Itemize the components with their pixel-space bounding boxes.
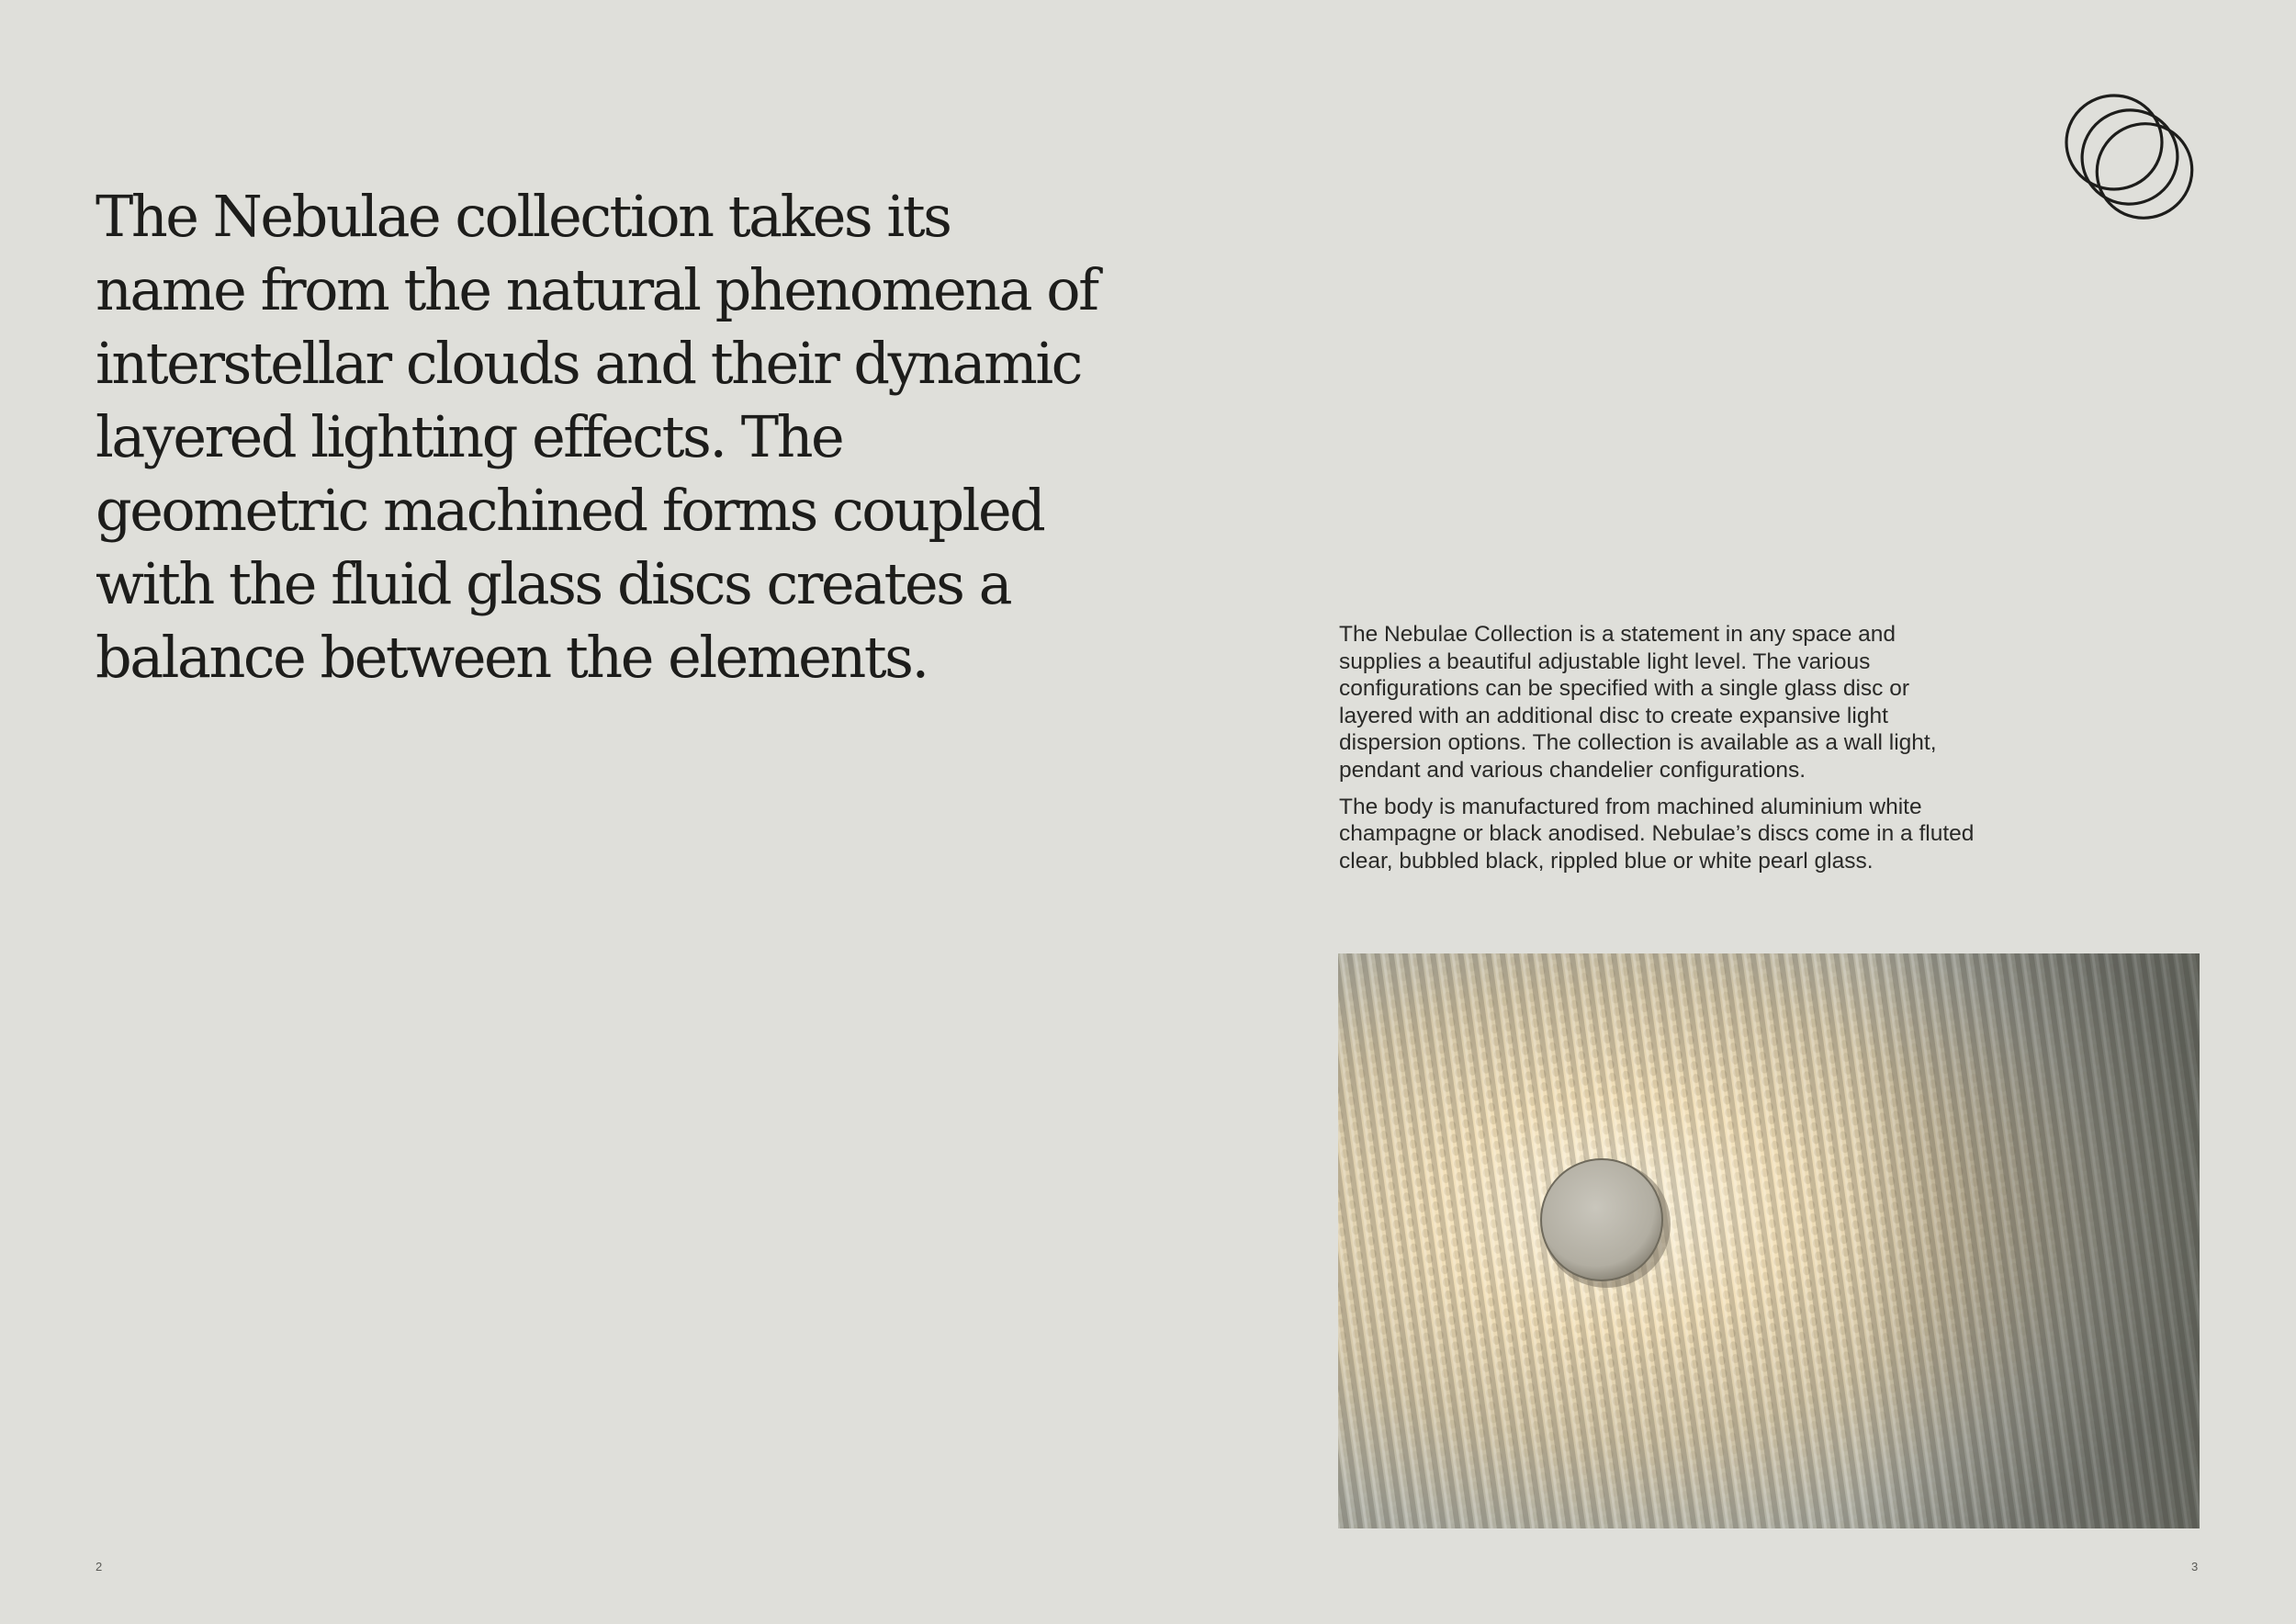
intro-statement: The Nebulae collection takes its name from the natural phenomena of interstellar clouds and their dynamic layered lighting effects. The geometric machined forms coupled with the fluid glass discs creates a balance between the elements. xyxy=(96,183,1097,691)
product-photo xyxy=(1338,953,2200,1528)
description-paragraph: The body is manufactured from machined aluminium white champagne or black anodised. Nebulae’s discs come in a fluted clear, bubbled black, rippled blue or white pearl glass. xyxy=(1339,794,1975,874)
overlapping-rings-icon xyxy=(2057,90,2204,237)
product-description xyxy=(1339,621,1982,884)
description-paragraph: The Nebulae Collection is a statement in any space and supplies a beautiful adjustable light level. The various configurations can be specified with a single glass disc or layered with an additional disc to create expansive light dispersion options. The collection is available as a wall light, pendant and various chandelier configurations. xyxy=(1339,622,1937,783)
page-number: 3 xyxy=(2191,1560,2199,1573)
page-number: 2 xyxy=(96,1560,103,1573)
fluted-glass-lamp-image xyxy=(1338,953,2200,1528)
